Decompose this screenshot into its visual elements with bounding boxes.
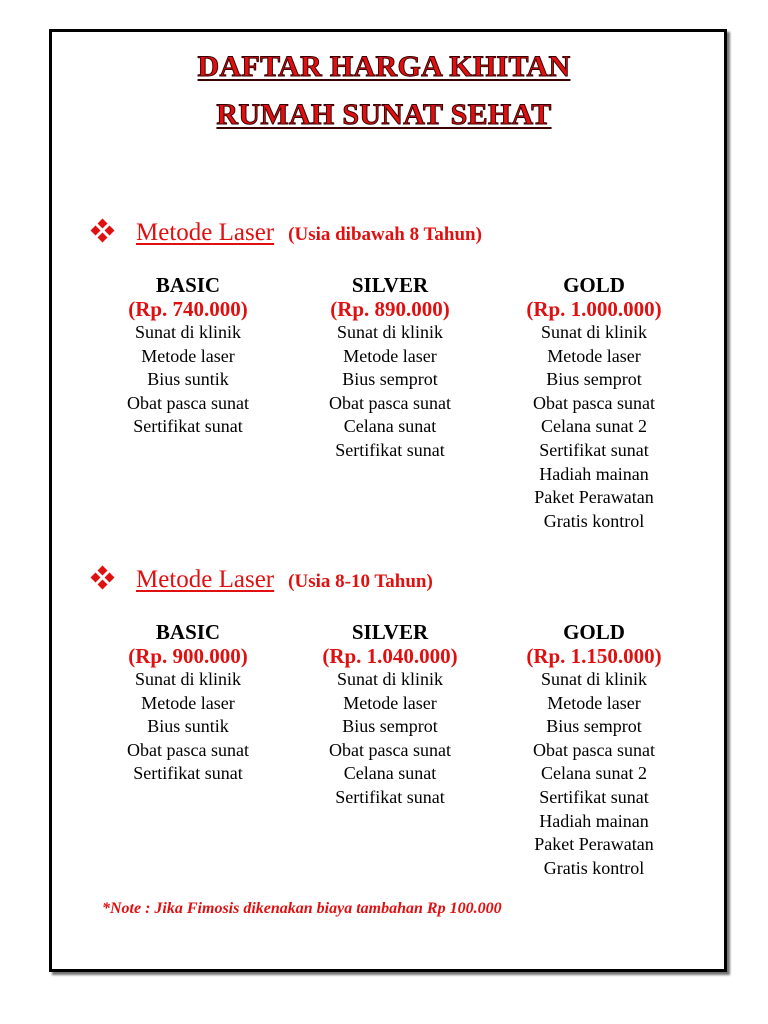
package-item: Obat pasca sunat bbox=[329, 392, 451, 413]
package-item: Bius semprot bbox=[342, 716, 438, 737]
package-item: Sunat di klinik bbox=[336, 322, 443, 342]
package-items bbox=[78, 668, 298, 786]
package-price: (Rp. 1.150.000) bbox=[526, 644, 662, 668]
package-item: Celana sunat bbox=[343, 416, 437, 437]
package-items bbox=[78, 321, 298, 439]
package-item: Celana sunat 2 bbox=[541, 416, 647, 437]
section-header bbox=[92, 218, 482, 247]
package-item: Paket Perawatan bbox=[534, 487, 654, 508]
section-header bbox=[92, 565, 433, 594]
package-item: Sunat di klinik bbox=[134, 322, 241, 342]
package-gold bbox=[484, 273, 704, 533]
package-price: (Rp. 890.000) bbox=[330, 297, 450, 321]
package-item: Obat pasca sunat bbox=[533, 739, 655, 760]
diamond-bullet-icon bbox=[92, 220, 114, 242]
package-name: GOLD bbox=[563, 273, 625, 297]
section-method: Metode Laser bbox=[136, 219, 275, 246]
footnote: *Note : Jika Fimosis dikenakan biaya tambahan Rp 100.000 bbox=[102, 900, 502, 917]
package-item: Obat pasca sunat bbox=[329, 739, 451, 760]
package-item: Obat pasca sunat bbox=[127, 392, 249, 413]
package-item: Celana sunat bbox=[343, 763, 437, 784]
package-price: (Rp. 1.040.000) bbox=[322, 644, 458, 668]
package-item: Sunat di klinik bbox=[540, 669, 647, 689]
package-item: Metode laser bbox=[141, 692, 235, 713]
package-item: Bius semprot bbox=[546, 369, 642, 390]
package-item: Obat pasca sunat bbox=[533, 392, 655, 413]
package-price: (Rp. 900.000) bbox=[128, 644, 248, 668]
package-item: Sertifikat sunat bbox=[539, 439, 649, 460]
package-item: Metode laser bbox=[141, 345, 235, 366]
package-name: SILVER bbox=[351, 620, 429, 644]
package-item: Metode laser bbox=[547, 345, 641, 366]
page-title-line2: RUMAH SUNAT SEHAT bbox=[216, 98, 552, 131]
package-price: (Rp. 740.000) bbox=[128, 297, 248, 321]
package-silver bbox=[280, 620, 500, 810]
package-item: Metode laser bbox=[547, 692, 641, 713]
package-items bbox=[484, 321, 704, 533]
package-basic bbox=[78, 620, 298, 786]
package-item: Sunat di klinik bbox=[336, 669, 443, 689]
section-age: (Usia 8-10 Tahun) bbox=[288, 571, 433, 592]
package-item: Bius semprot bbox=[546, 716, 642, 737]
page-title-line1: DAFTAR HARGA KHITAN bbox=[197, 50, 571, 83]
package-items bbox=[280, 321, 500, 463]
package-item: Hadiah mainan bbox=[539, 463, 649, 484]
package-item: Metode laser bbox=[343, 345, 437, 366]
package-items bbox=[280, 668, 500, 810]
package-basic bbox=[78, 273, 298, 439]
package-item: Sunat di klinik bbox=[134, 669, 241, 689]
package-name: BASIC bbox=[155, 620, 221, 644]
package-item: Celana sunat 2 bbox=[541, 763, 647, 784]
package-price: (Rp. 1.000.000) bbox=[526, 297, 662, 321]
package-item: Gratis kontrol bbox=[543, 857, 645, 878]
package-item: Bius suntik bbox=[147, 716, 229, 737]
package-item: Sertifikat sunat bbox=[335, 439, 445, 460]
package-name: SILVER bbox=[351, 273, 429, 297]
package-item: Sertifikat sunat bbox=[133, 763, 243, 784]
package-item: Obat pasca sunat bbox=[127, 739, 249, 760]
package-silver bbox=[280, 273, 500, 463]
package-items bbox=[484, 668, 704, 880]
package-item: Bius semprot bbox=[342, 369, 438, 390]
package-gold bbox=[484, 620, 704, 880]
diamond-bullet-icon bbox=[92, 567, 114, 589]
package-name: GOLD bbox=[563, 620, 625, 644]
package-item: Sunat di klinik bbox=[540, 322, 647, 342]
package-item: Gratis kontrol bbox=[543, 510, 645, 531]
section-age: (Usia dibawah 8 Tahun) bbox=[288, 224, 482, 245]
package-item: Bius suntik bbox=[147, 369, 229, 390]
package-item: Sertifikat sunat bbox=[335, 786, 445, 807]
package-item: Sertifikat sunat bbox=[539, 786, 649, 807]
package-name: BASIC bbox=[155, 273, 221, 297]
package-item: Sertifikat sunat bbox=[133, 416, 243, 437]
package-item: Paket Perawatan bbox=[534, 834, 654, 855]
package-item: Metode laser bbox=[343, 692, 437, 713]
section-method: Metode Laser bbox=[136, 566, 275, 593]
package-item: Hadiah mainan bbox=[539, 810, 649, 831]
